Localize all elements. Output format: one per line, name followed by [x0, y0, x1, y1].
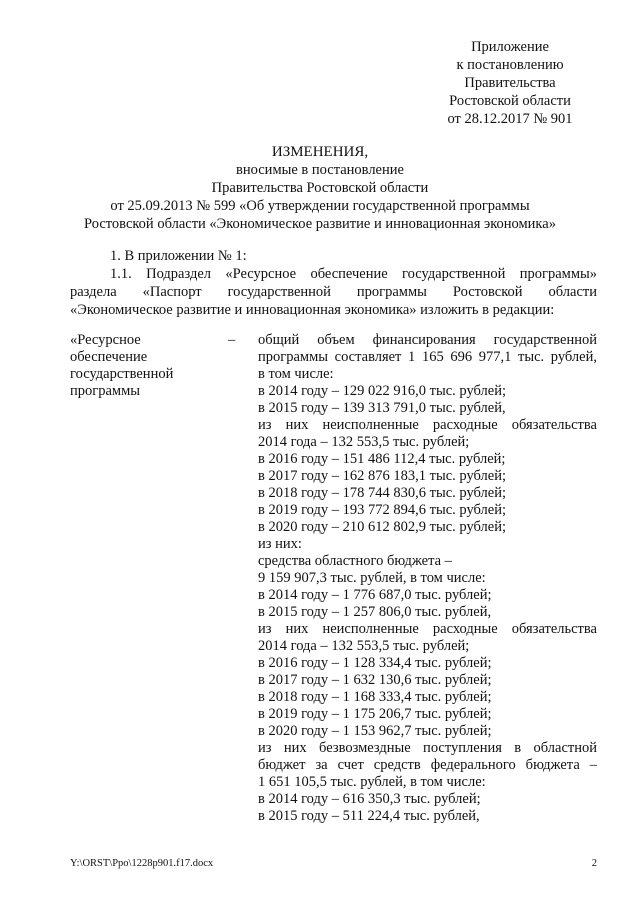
financing-line: 9 159 907,3 тыс. рублей, в том числе: — [258, 570, 486, 586]
document-heading — [60, 143, 580, 233]
resource-label-column — [70, 332, 240, 400]
heading-line-2: Правительства Ростовской области — [211, 180, 429, 196]
approval-line-4: Ростовской области — [449, 93, 571, 109]
financing-line: в 2015 году – 1 257 806,0 тыс. рублей, — [258, 604, 492, 620]
separator-dash: – — [228, 332, 236, 348]
approval-line-5: от 28.12.2017 № 901 — [447, 111, 573, 127]
financing-line: в 2018 году – 178 744 830,6 тыс. рублей; — [258, 485, 507, 501]
financing-line: в 2014 году – 129 022 916,0 тыс. рублей; — [258, 383, 507, 399]
point-1-1 — [70, 265, 597, 319]
financing-line: в 2017 году – 1 632 130,6 тыс. рублей; — [258, 672, 492, 688]
financing-line: из них: — [258, 536, 302, 552]
point-1: 1. В приложении № 1: — [110, 248, 247, 264]
heading-line-3: от 25.09.2013 № 599 «Об утверждении государственной программы — [110, 198, 530, 214]
file-path: Y:\ORST\Ppo\1228p901.f17.docx — [70, 858, 214, 869]
approval-line-3: Правительства — [464, 75, 556, 91]
financing-line: из них безвозмездные поступления в областной — [258, 740, 597, 756]
financing-line: бюджет за счет средств федерального бюджета – — [258, 757, 597, 773]
resource-label-line-1: «Ресурсное — [70, 332, 141, 348]
financing-line: общий объем финансирования государственной — [258, 332, 597, 348]
resource-label-line-2: обеспечение — [70, 349, 148, 365]
financing-line: из них неисполненные расходные обязательства — [258, 621, 597, 637]
point-1-1-line-1: 1.1. Подраздел «Ресурсное обеспечение государственной программы» — [110, 266, 597, 282]
resource-label-line-3: государственной — [70, 366, 174, 382]
financing-line: в том числе: — [258, 366, 334, 382]
financing-line: в 2014 году – 616 350,3 тыс. рублей; — [258, 791, 481, 807]
point-1-1-line-3: «Экономическое развитие и инновационная экономика» изложить в редакции: — [70, 302, 555, 318]
financing-line: программы составляет 1 165 696 977,1 тыс. рублей, — [258, 349, 597, 365]
heading-line-1: вносимые в постановление — [236, 162, 404, 178]
point-1-1-line-2: раздела «Паспорт государственной программы Ростовской области — [70, 284, 597, 300]
financing-line: в 2020 году – 1 153 962,7 тыс. рублей; — [258, 723, 492, 739]
financing-line: в 2016 году – 151 486 112,4 тыс. рублей; — [258, 451, 506, 467]
heading-title: ИЗМЕНЕНИЯ, — [271, 144, 369, 160]
financing-line: в 2019 году – 193 772 894,6 тыс. рублей; — [258, 502, 507, 518]
financing-line: средства областного бюджета – — [258, 553, 452, 569]
page-number: 2 — [591, 858, 597, 869]
resource-label-line-4: программы — [70, 383, 140, 399]
financing-text-column — [258, 332, 597, 825]
financing-line: 2014 года – 132 553,5 тыс. рублей; — [258, 434, 470, 450]
financing-line: в 2015 году – 139 313 791,0 тыс. рублей, — [258, 400, 506, 416]
approval-stamp — [410, 38, 610, 128]
financing-line: в 2018 году – 1 168 333,4 тыс. рублей; — [258, 689, 492, 705]
financing-line: в 2014 году – 1 776 687,0 тыс. рублей; — [258, 587, 492, 603]
heading-line-4: Ростовской области «Экономическое развитие и инновационная экономика» — [84, 216, 556, 232]
financing-line: в 2019 году – 1 175 206,7 тыс. рублей; — [258, 706, 492, 722]
financing-line: 2014 года – 132 553,5 тыс. рублей; — [258, 638, 470, 654]
financing-line: в 2016 году – 1 128 334,4 тыс. рублей; — [258, 655, 492, 671]
financing-line: 1 651 105,5 тыс. рублей, в том числе: — [258, 774, 486, 790]
financing-line: в 2017 году – 162 876 183,1 тыс. рублей; — [258, 468, 507, 484]
financing-line: в 2015 году – 511 224,4 тыс. рублей, — [258, 808, 480, 824]
approval-line-2: к постановлению — [456, 57, 564, 73]
approval-line-1: Приложение — [471, 39, 549, 55]
financing-line: в 2020 году – 210 612 802,9 тыс. рублей; — [258, 519, 507, 535]
financing-line: из них неисполненные расходные обязательства — [258, 417, 597, 433]
